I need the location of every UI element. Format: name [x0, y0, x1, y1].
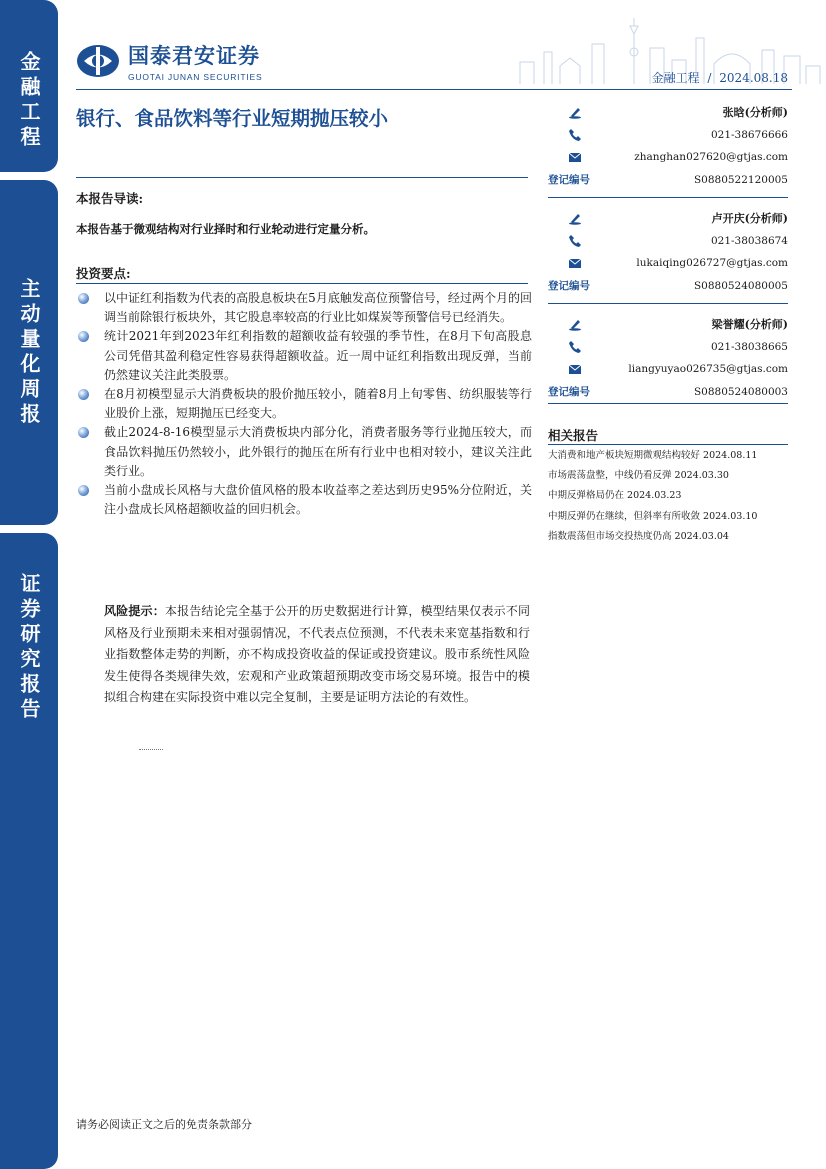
analyst-separator [548, 303, 788, 304]
mail-icon [568, 150, 582, 164]
related-report-title: 中期反弹仍在继续，但斜率有所收敛 [548, 510, 701, 522]
header-meta [652, 69, 788, 86]
reg-label: 登记编号 [548, 174, 590, 187]
related-report-date: 2024.03.10 [703, 510, 758, 522]
related-report-item[interactable] [548, 527, 793, 547]
side-tab-research-report [0, 533, 58, 1169]
risk-text: 本报告结论完全基于公开的历史数据进行计算，模型结果仅表示不同风格及行业预期未来相对强弱情况，不代表点位预测，不代表未来宽基指数和行业指数整体走势的判断，亦不构成投资收益的保证或投资建议。股市系统性风险发生使得各类规律失效，宏观和产业政策超预期改变市场交易环境。报告中的模拟组合构建在实际投资中难以完全复制，主要是证明方法论的有效性。 [104, 604, 530, 705]
bullet-icon [78, 485, 89, 496]
decorative-mark [139, 749, 163, 750]
list-item [76, 327, 532, 385]
brand-logo-icon [76, 44, 120, 78]
side-tab-weekly-report [0, 180, 58, 525]
related-report-date: 2024.08.11 [703, 450, 758, 461]
list-item-text: 统计2021年到2023年红利指数的超额收益有较强的季节性，在8月下旬高股息公司凭借其盈利稳定性容易获得超额收益。近一周中证红利指数出现反弹，当前仍然建议关注此类股票。 [104, 329, 532, 382]
bullet-icon [78, 293, 89, 304]
pen-icon [568, 211, 582, 225]
header-divider-line [76, 89, 792, 90]
related-report-item[interactable] [548, 507, 793, 527]
analyst-card-2 [548, 207, 788, 297]
analyst-phone: 021-38038665 [710, 340, 788, 353]
list-item [76, 423, 532, 481]
key-points-list [76, 289, 532, 519]
related-report-title: 中期反弹格局仍在 [548, 490, 625, 502]
reg-number: S0880524080003 [693, 385, 788, 398]
brand-logo [76, 40, 262, 82]
reg-number: S0880524080005 [693, 279, 788, 292]
guide-text: 本报告基于微观结构对行业择时和行业轮动进行定量分析。 [76, 222, 375, 236]
reg-label: 登记编号 [548, 386, 590, 399]
related-reports-list [548, 446, 793, 547]
brand-name-cn: 国泰君安证券 [128, 44, 260, 68]
side-tab-financial-engineering [0, 0, 58, 172]
related-report-title: 指数震荡但市场交投热度仍高 [548, 530, 672, 542]
analyst-separator [548, 197, 788, 198]
list-item-text: 当前小盘成长风格与大盘价值风格的股本收益率之差达到历史95%分位附近，关注小盘成长风格超额收益的回归机会。 [104, 483, 532, 517]
list-item [76, 481, 532, 519]
brand-name-en: GUOTAI JUNAN SECURITIES [128, 72, 263, 82]
list-item [76, 289, 532, 327]
risk-label: 风险提示： [104, 604, 165, 618]
analyst-email[interactable]: lukaiqing026727@gtjas.com [636, 257, 788, 270]
related-report-title: 大消费和地产板块短期微观结构较好 [548, 450, 701, 461]
related-report-title: 市场震荡盘整，中线仍看反弹 [548, 470, 672, 482]
pen-icon [568, 105, 582, 119]
related-reports-rule [548, 444, 788, 445]
list-item-text: 截止2024-8-16模型显示大消费板块内部分化，消费者服务等行业抛压较大，而食品饮料抛压仍然较小，此外银行的抛压在所有行业中也相对较小，建议关注此类行业。 [104, 425, 532, 478]
related-report-date: 2024.03.04 [674, 530, 729, 542]
analyst-name: 张晗(分析师) [722, 106, 788, 120]
analyst-email[interactable]: zhanghan027620@gtjas.com [634, 151, 788, 164]
mail-icon [568, 256, 582, 270]
analyst-card-3 [548, 313, 788, 403]
phone-icon [568, 128, 582, 142]
header-divider: / [707, 71, 712, 85]
page-title: 银行、食品饮料等行业短期抛压较小 [76, 107, 389, 130]
reg-number: S0880522120005 [693, 173, 788, 186]
bullet-icon [78, 331, 89, 342]
related-report-date: 2024.03.23 [627, 490, 682, 502]
analyst-phone: 021-38676666 [710, 128, 788, 141]
bullet-icon [78, 427, 89, 438]
related-report-date: 2024.03.30 [674, 470, 729, 482]
key-points-heading: 投资要点: [76, 266, 131, 281]
analyst-card-1 [548, 101, 788, 191]
section-rule [76, 177, 528, 178]
phone-icon [568, 234, 582, 248]
pen-icon [568, 317, 582, 331]
reg-label: 登记编号 [548, 280, 590, 293]
analyst-email[interactable]: liangyuyao026735@gtjas.com [628, 363, 788, 376]
section-rule [76, 283, 528, 284]
mail-icon [568, 362, 582, 376]
side-tab-label: 金融工程 [17, 51, 41, 151]
analyst-name: 卢开庆(分析师) [711, 212, 788, 226]
analyst-phone: 021-38038674 [710, 234, 788, 247]
related-report-item[interactable] [548, 446, 793, 466]
phone-icon [568, 340, 582, 354]
header-date: 2024.08.18 [719, 71, 788, 85]
guide-heading: 本报告导读: [76, 191, 144, 206]
related-reports-heading: 相关报告 [548, 428, 599, 443]
side-tab-label: 证券研究报告 [17, 573, 41, 723]
footer-disclaimer: 请务必阅读正文之后的免责条款部分 [76, 1118, 252, 1131]
list-item-text: 在8月初模型显示大消费板块的股价抛压较小，随着8月上旬零售、纺织服装等行业股价上涨，短期抛压已经变大。 [104, 387, 532, 421]
analyst-name: 梁誉耀(分析师) [711, 318, 788, 332]
list-item [76, 385, 532, 423]
header-category: 金融工程 [651, 71, 700, 85]
bullet-icon [78, 389, 89, 400]
risk-warning [104, 601, 530, 709]
side-tab-label: 主动量化周报 [17, 277, 41, 428]
analyst-separator [548, 403, 788, 404]
related-report-item[interactable] [548, 466, 793, 486]
related-report-item[interactable] [548, 486, 793, 506]
list-item-text: 以中证红利指数为代表的高股息板块在5月底触发高位预警信号，经过两个月的回调当前除银行板块外，其它股息率较高的行业比如煤炭等预警信号已经消失。 [104, 291, 532, 325]
